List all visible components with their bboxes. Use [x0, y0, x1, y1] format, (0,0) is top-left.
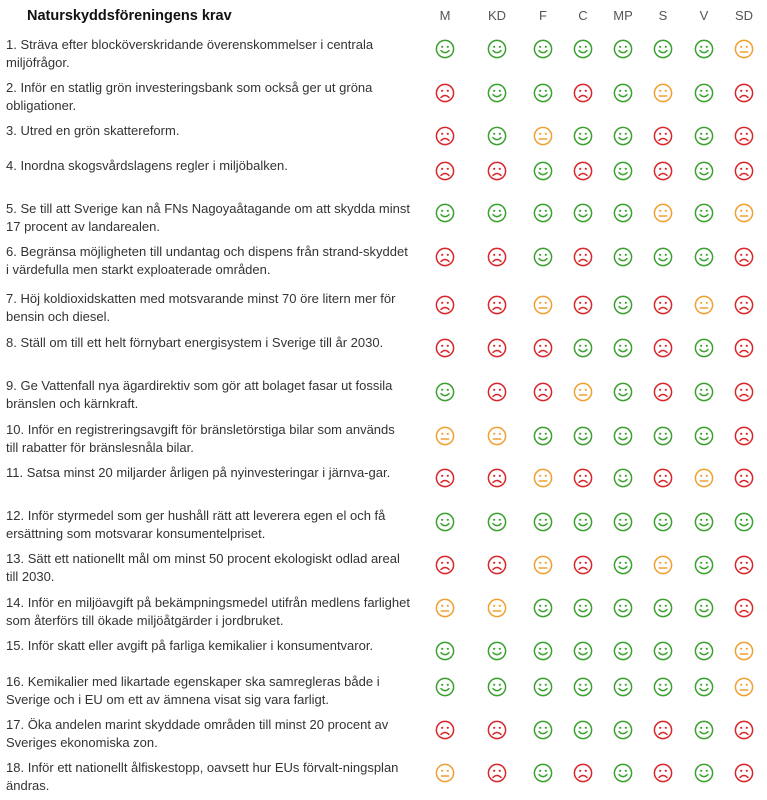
positive-face-icon: [613, 161, 633, 181]
positive-face-icon: [653, 247, 673, 267]
neutral-face-icon: [734, 677, 754, 697]
party-header-s: S: [658, 8, 668, 23]
positive-face-icon: [573, 39, 593, 59]
neutral-face-icon: [435, 426, 455, 446]
positive-face-icon: [487, 641, 507, 661]
demand-text: [6, 334, 410, 352]
negative-face-icon: [487, 763, 507, 783]
neutral-face-icon: [533, 126, 553, 146]
positive-face-icon: [734, 512, 754, 532]
positive-face-icon: [533, 720, 553, 740]
positive-face-icon: [613, 247, 633, 267]
positive-face-icon: [694, 598, 714, 618]
demand-text: [6, 157, 410, 175]
positive-face-icon: [613, 677, 633, 697]
demand-number: 12.: [6, 508, 25, 523]
demand-body: Ställ om till ett helt förnybart energisystem i Sverige till år 2030.: [20, 335, 384, 350]
negative-face-icon: [573, 295, 593, 315]
negative-face-icon: [653, 382, 673, 402]
negative-face-icon: [487, 382, 507, 402]
positive-face-icon: [435, 203, 455, 223]
positive-face-icon: [487, 512, 507, 532]
demand-number: 2.: [6, 80, 17, 95]
demand-body: Inför en statlig grön investeringsbank som också ger ut gröna obligationer.: [6, 80, 373, 113]
demand-text: [6, 507, 410, 543]
demand-text: [6, 464, 410, 482]
demand-number: 17.: [6, 717, 25, 732]
party-header-c: C: [578, 8, 588, 23]
demand-body: Höj koldioxidskatten med motsvarande minst 70 öre litern mer för bensin och diesel.: [6, 291, 396, 324]
negative-face-icon: [573, 555, 593, 575]
demand-text: [6, 243, 410, 279]
demand-number: 16.: [6, 674, 25, 689]
party-header-kd: KD: [487, 8, 507, 23]
positive-face-icon: [435, 39, 455, 59]
negative-face-icon: [487, 295, 507, 315]
demand-text: [6, 594, 410, 630]
positive-face-icon: [613, 83, 633, 103]
negative-face-icon: [573, 763, 593, 783]
demand-number: 11.: [6, 465, 24, 480]
negative-face-icon: [435, 468, 455, 488]
demand-body: Kemikalier med likartade egenskaper ska samregleras både i Sverige och i EU om ett av ämnena visat sig vara farligt.: [6, 674, 380, 707]
positive-face-icon: [694, 382, 714, 402]
demand-body: Öka andelen marint skyddade områden till minst 20 procent av Sveriges ekonomiska zon.: [6, 717, 389, 750]
negative-face-icon: [573, 247, 593, 267]
negative-face-icon: [734, 247, 754, 267]
positive-face-icon: [653, 426, 673, 446]
positive-face-icon: [694, 83, 714, 103]
negative-face-icon: [734, 382, 754, 402]
demand-text: [6, 637, 410, 655]
negative-face-icon: [734, 426, 754, 446]
positive-face-icon: [613, 720, 633, 740]
positive-face-icon: [613, 468, 633, 488]
neutral-face-icon: [435, 598, 455, 618]
demand-number: 5.: [6, 201, 17, 216]
negative-face-icon: [487, 468, 507, 488]
positive-face-icon: [653, 512, 673, 532]
demand-number: 15.: [6, 638, 25, 653]
negative-face-icon: [653, 126, 673, 146]
positive-face-icon: [613, 203, 633, 223]
negative-face-icon: [734, 468, 754, 488]
positive-face-icon: [694, 126, 714, 146]
positive-face-icon: [613, 426, 633, 446]
negative-face-icon: [734, 598, 754, 618]
positive-face-icon: [613, 126, 633, 146]
neutral-face-icon: [653, 203, 673, 223]
demand-body: Begränsa möjligheten till undantag och dispens från strand-skyddet i värdefulla men starkt exploaterade områden.: [6, 244, 408, 277]
demand-number: 9.: [6, 378, 17, 393]
negative-face-icon: [487, 720, 507, 740]
negative-face-icon: [734, 720, 754, 740]
party-header-f: F: [539, 8, 547, 23]
negative-face-icon: [487, 338, 507, 358]
positive-face-icon: [613, 555, 633, 575]
negative-face-icon: [653, 468, 673, 488]
positive-face-icon: [613, 641, 633, 661]
positive-face-icon: [613, 382, 633, 402]
page-title: Naturskyddsföreningens krav: [27, 8, 232, 24]
neutral-face-icon: [533, 295, 553, 315]
positive-face-icon: [573, 512, 593, 532]
positive-face-icon: [533, 763, 553, 783]
positive-face-icon: [694, 247, 714, 267]
demand-body: Inför en miljöavgift på bekämpningsmedel utifrån medlens farlighet som återförs till ökade miljöåtgärder i jordbruket.: [6, 595, 410, 628]
negative-face-icon: [734, 338, 754, 358]
neutral-face-icon: [734, 641, 754, 661]
positive-face-icon: [533, 161, 553, 181]
demand-text: [6, 377, 410, 413]
party-header-sd: SD: [734, 8, 754, 23]
positive-face-icon: [533, 641, 553, 661]
demand-text: [6, 759, 410, 795]
negative-face-icon: [435, 126, 455, 146]
positive-face-icon: [435, 641, 455, 661]
positive-face-icon: [533, 203, 553, 223]
demand-text: [6, 550, 410, 586]
positive-face-icon: [613, 338, 633, 358]
party-header-v: V: [699, 8, 709, 23]
negative-face-icon: [734, 83, 754, 103]
negative-face-icon: [573, 161, 593, 181]
positive-face-icon: [694, 641, 714, 661]
demand-number: 18.: [6, 760, 25, 775]
positive-face-icon: [694, 720, 714, 740]
positive-face-icon: [573, 426, 593, 446]
negative-face-icon: [653, 161, 673, 181]
positive-face-icon: [613, 512, 633, 532]
negative-face-icon: [734, 161, 754, 181]
demand-body: Ge Vattenfall nya ägardirektiv som gör att bolaget fasar ut fossila bränslen och kärnkraft.: [6, 378, 393, 411]
negative-face-icon: [435, 161, 455, 181]
positive-face-icon: [487, 203, 507, 223]
neutral-face-icon: [694, 468, 714, 488]
positive-face-icon: [435, 382, 455, 402]
party-header-mp: MP: [613, 8, 633, 23]
positive-face-icon: [613, 295, 633, 315]
demand-number: 4.: [6, 158, 17, 173]
negative-face-icon: [573, 468, 593, 488]
neutral-face-icon: [734, 203, 754, 223]
negative-face-icon: [487, 247, 507, 267]
positive-face-icon: [694, 161, 714, 181]
negative-face-icon: [653, 763, 673, 783]
neutral-face-icon: [653, 555, 673, 575]
positive-face-icon: [573, 338, 593, 358]
negative-face-icon: [435, 247, 455, 267]
demand-body: Inför styrmedel som ger hushåll rätt att leverera egen el och få ersättning som motsvarar konsumentelpriset.: [6, 508, 386, 541]
demand-body: Utred en grön skattereform.: [20, 123, 180, 138]
neutral-face-icon: [533, 555, 553, 575]
positive-face-icon: [694, 338, 714, 358]
negative-face-icon: [533, 382, 553, 402]
positive-face-icon: [653, 677, 673, 697]
positive-face-icon: [613, 598, 633, 618]
demand-number: 3.: [6, 123, 17, 138]
positive-face-icon: [613, 39, 633, 59]
positive-face-icon: [487, 677, 507, 697]
demand-number: 13.: [6, 551, 25, 566]
demand-text: [6, 673, 410, 709]
positive-face-icon: [653, 39, 673, 59]
positive-face-icon: [573, 641, 593, 661]
negative-face-icon: [435, 83, 455, 103]
positive-face-icon: [694, 512, 714, 532]
negative-face-icon: [435, 555, 455, 575]
negative-face-icon: [734, 295, 754, 315]
demand-body: Inordna skogsvårdslagens regler i miljöbalken.: [20, 158, 288, 173]
negative-face-icon: [734, 555, 754, 575]
negative-face-icon: [533, 338, 553, 358]
demand-number: 10.: [6, 422, 25, 437]
demand-number: 14.: [6, 595, 25, 610]
positive-face-icon: [573, 126, 593, 146]
positive-face-icon: [435, 677, 455, 697]
demand-number: 7.: [6, 291, 17, 306]
positive-face-icon: [694, 39, 714, 59]
positive-face-icon: [487, 126, 507, 146]
neutral-face-icon: [653, 83, 673, 103]
positive-face-icon: [533, 39, 553, 59]
neutral-face-icon: [533, 468, 553, 488]
negative-face-icon: [653, 338, 673, 358]
neutral-face-icon: [573, 382, 593, 402]
demand-text: [6, 290, 410, 326]
positive-face-icon: [533, 677, 553, 697]
demand-number: 8.: [6, 335, 17, 350]
negative-face-icon: [435, 338, 455, 358]
positive-face-icon: [613, 763, 633, 783]
demand-body: Satsa minst 20 miljarder årligen på nyinvesteringar i järnva-gar.: [26, 465, 391, 480]
positive-face-icon: [653, 641, 673, 661]
party-header-m: M: [439, 8, 451, 23]
demand-text: [6, 122, 410, 140]
positive-face-icon: [435, 512, 455, 532]
negative-face-icon: [435, 295, 455, 315]
demand-body: Inför skatt eller avgift på farliga kemikalier i konsumentvaror.: [27, 638, 374, 653]
demand-text: [6, 421, 410, 457]
demand-number: 6.: [6, 244, 17, 259]
negative-face-icon: [487, 555, 507, 575]
demand-text: [6, 716, 410, 752]
positive-face-icon: [487, 83, 507, 103]
neutral-face-icon: [487, 598, 507, 618]
negative-face-icon: [653, 295, 673, 315]
demand-body: Se till att Sverige kan nå FNs Nagoyaåtagande om att skydda minst 17 procent av landarealen.: [6, 201, 410, 234]
positive-face-icon: [533, 512, 553, 532]
neutral-face-icon: [435, 763, 455, 783]
positive-face-icon: [653, 598, 673, 618]
neutral-face-icon: [487, 426, 507, 446]
positive-face-icon: [533, 247, 553, 267]
negative-face-icon: [734, 126, 754, 146]
positive-face-icon: [694, 555, 714, 575]
positive-face-icon: [573, 677, 593, 697]
neutral-face-icon: [694, 295, 714, 315]
positive-face-icon: [487, 39, 507, 59]
positive-face-icon: [694, 203, 714, 223]
positive-face-icon: [694, 426, 714, 446]
positive-face-icon: [694, 763, 714, 783]
negative-face-icon: [573, 83, 593, 103]
demand-text: [6, 36, 410, 72]
positive-face-icon: [573, 598, 593, 618]
positive-face-icon: [573, 203, 593, 223]
positive-face-icon: [533, 426, 553, 446]
positive-face-icon: [533, 598, 553, 618]
neutral-face-icon: [734, 39, 754, 59]
positive-face-icon: [573, 720, 593, 740]
positive-face-icon: [533, 83, 553, 103]
demand-text: [6, 79, 410, 115]
negative-face-icon: [487, 161, 507, 181]
negative-face-icon: [734, 763, 754, 783]
demand-body: Inför ett nationellt ålfiskestopp, oavsett hur EUs förvalt-ningsplan ändras.: [6, 760, 399, 793]
positive-face-icon: [694, 677, 714, 697]
demand-body: Sträva efter blocköverskridande överenskommelser i centrala miljöfrågor.: [6, 37, 374, 70]
demand-text: [6, 200, 410, 236]
demand-body: Sätt ett nationellt mål om minst 50 procent ekologiskt odlad areal till 2030.: [6, 551, 400, 584]
demand-number: 1.: [6, 37, 17, 52]
demand-body: Inför en registreringsavgift för bränsletörstiga bilar som används till rabatter för bränslesnåla bilar.: [6, 422, 395, 455]
negative-face-icon: [435, 720, 455, 740]
negative-face-icon: [653, 720, 673, 740]
